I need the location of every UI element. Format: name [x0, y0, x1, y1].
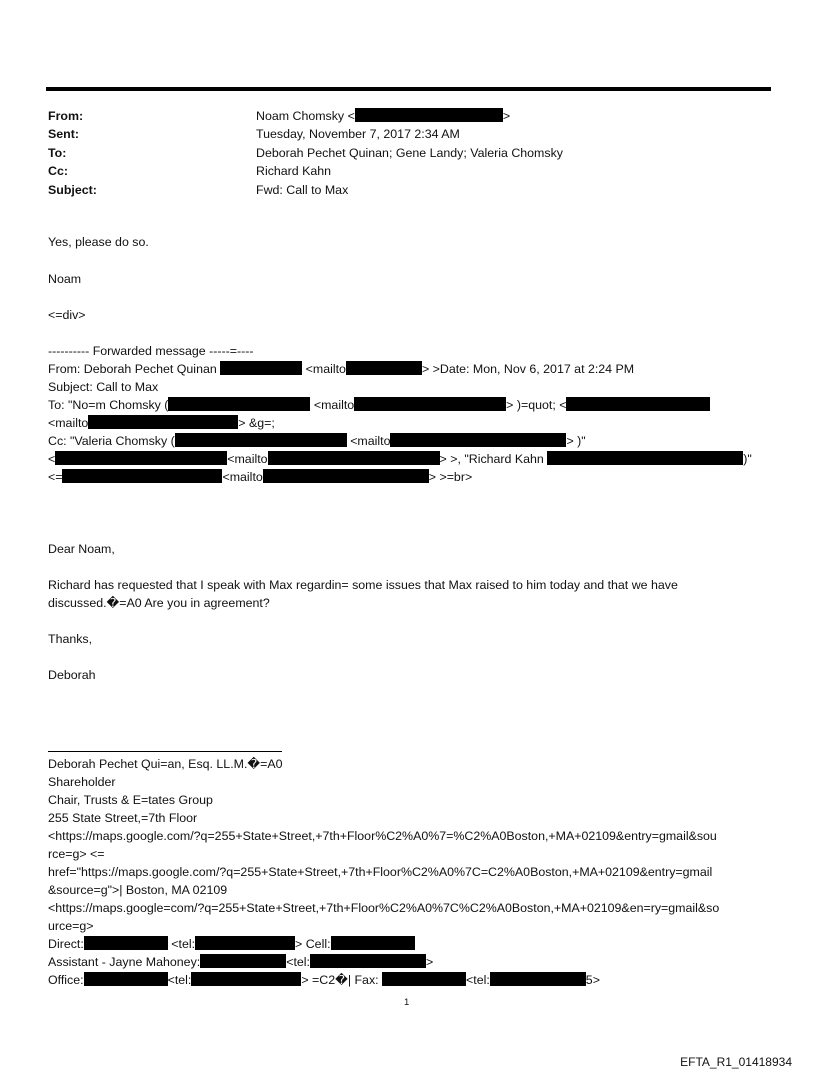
forward-to-text: To: "No=m Chomsky (	[48, 398, 169, 412]
signature-direct-line	[48, 935, 415, 953]
forward-to-tail: > )=quot; <	[506, 398, 567, 412]
forward-cc-line-2	[48, 450, 752, 468]
signature-group: Chair, Trusts & E=tates Group	[48, 793, 213, 807]
redaction-bar	[88, 415, 238, 429]
fax-tel-text: <tel:	[466, 973, 490, 987]
header-sent-row	[48, 125, 563, 143]
assistant-tel-text: <tel:	[286, 955, 310, 969]
mailto-text: <mailto	[227, 452, 268, 466]
forward-separator: ---------- Forwarded message -----=----	[48, 344, 254, 358]
redaction-bar	[168, 397, 310, 411]
subject-label: Subject:	[48, 182, 97, 197]
document-id: EFTA_R1_01418934	[680, 1055, 792, 1069]
cc-value: Richard Kahn	[256, 164, 332, 179]
header-to-row	[48, 144, 563, 162]
redaction-bar	[490, 972, 586, 986]
redaction-bar	[566, 397, 710, 411]
forward-cc-line	[48, 432, 586, 450]
fax-tel-close: 5>	[585, 973, 600, 987]
signature-map-url-1-tail: rce=g> <=	[48, 847, 105, 861]
office-fax-text: > =C2�| Fax:	[301, 973, 379, 987]
signature-city: &source=g">| Boston, MA 02109	[48, 883, 228, 897]
forward-cc-tail: > )"	[566, 434, 586, 448]
cc-label: Cc:	[48, 164, 68, 179]
redaction-bar	[200, 954, 286, 968]
header-cc-row	[48, 162, 563, 180]
body-thanks: Thanks,	[48, 632, 93, 646]
page-number: 1	[404, 997, 410, 1008]
redaction-bar	[331, 936, 415, 950]
signature-map-url-1: <https://maps.google.com/?q=255+State+Street,+7th+Floor%C2%A0%7=%C2%A0Boston,+MA+02109&entry=gmail&sou	[48, 829, 717, 843]
forward-to-line	[48, 396, 710, 414]
redaction-bar	[354, 397, 506, 411]
forward-cc-text: Cc: "Valeria Chomsky (	[48, 434, 175, 448]
header-from-row	[48, 107, 563, 125]
redaction-bar	[220, 361, 302, 375]
forward-cc-line-3	[48, 468, 472, 486]
redaction-bar	[195, 936, 295, 950]
signature-name: Deborah Pechet Qui=an, Esq. LL.M.�=A0	[48, 757, 283, 771]
mailto-text: <mailto	[350, 434, 391, 448]
signature-map-url-3-tail: urce=g>	[48, 919, 94, 933]
signature-map-url-2: href="https://maps.google.com/?q=255+State+Street,+7th+Floor%C2%A0%7C=C2%A0Boston,+MA+02109&entry=gmail	[48, 865, 713, 879]
reply-line: Yes, please do so.	[48, 235, 149, 249]
redaction-bar	[263, 469, 429, 483]
body-name: Deborah	[48, 668, 96, 682]
forward-date-text: > >Date: Mon, Nov 6, 2017 at 2:24 PM	[421, 362, 635, 376]
forward-cc-open: <	[48, 452, 56, 466]
cell-label: Cell:	[305, 937, 331, 951]
direct-tel-text: <tel:	[171, 937, 196, 951]
sent-label: Sent:	[48, 127, 79, 142]
subject-value: Fwd: Call to Max	[256, 182, 349, 197]
direct-label: Direct:	[48, 937, 84, 951]
mailto-text: <mailto	[48, 416, 89, 430]
signature-address: 255 State Street,=7th Floor	[48, 811, 198, 825]
forward-cc-richard: > >, "Richard Kahn	[439, 452, 544, 466]
redaction-bar	[62, 469, 222, 483]
redaction-bar	[55, 451, 227, 465]
reply-signoff: Noam	[48, 272, 82, 286]
redaction-bar	[346, 361, 422, 375]
forward-subject-line: Subject: Call to Max	[48, 380, 159, 394]
forward-from-text: From: Deborah Pechet Quinan	[48, 362, 217, 376]
redaction-bar	[390, 433, 566, 447]
to-label: To:	[48, 145, 67, 160]
redaction-bar	[382, 972, 466, 986]
redaction-bar	[191, 972, 301, 986]
forward-cc-open-2: <=	[48, 470, 63, 484]
signature-title: Shareholder	[48, 775, 116, 789]
body-paragraph-line-1: Richard has requested that I speak with Max regardin= some issues that Max raised to him today and that we have	[48, 578, 678, 592]
body-greeting: Dear Noam,	[48, 542, 115, 556]
email-header	[48, 107, 563, 199]
forward-from-line	[48, 360, 634, 378]
header-top-rule	[46, 87, 771, 91]
from-value	[256, 107, 510, 125]
signature-rule	[48, 751, 282, 752]
mailto-text: <mailto	[313, 398, 355, 412]
header-subject-row	[48, 181, 563, 199]
direct-tel-close: >	[295, 937, 303, 951]
assistant-label: Assistant - Jayne Mahoney:	[48, 955, 201, 969]
redaction-bar	[84, 936, 168, 950]
office-tel-text: <tel:	[167, 973, 192, 987]
forward-to-line-2	[48, 414, 275, 432]
redaction-bar	[547, 451, 743, 465]
to-value: Deborah Pechet Quinan; Gene Landy; Valeria Chomsky	[256, 145, 563, 160]
redaction-bar	[84, 972, 168, 986]
redaction-bar	[175, 433, 347, 447]
signature-map-url-3: <https://maps.google=com/?q=255+State+Street,+7th+Floor%C2%A0%7C%C2%A0Boston,+MA+02109&en=ry=gmail&so	[48, 901, 720, 915]
from-close: >	[502, 109, 511, 123]
forward-cc-close: )"	[743, 452, 752, 466]
redaction-bar	[268, 451, 440, 465]
office-label: Office:	[48, 973, 84, 987]
redaction-bar	[355, 108, 503, 122]
forward-cc-br: > >=br>	[428, 470, 473, 484]
forward-to-tail-2: > &g=;	[238, 416, 275, 430]
mailto-text: <mailto	[305, 362, 346, 376]
signature-office-line	[48, 971, 600, 989]
mailto-text: <mailto	[222, 470, 263, 484]
assistant-tel-close: >	[425, 955, 434, 969]
from-label: From:	[48, 109, 84, 123]
redaction-bar	[310, 954, 426, 968]
from-name: Noam Chomsky <	[256, 109, 355, 123]
reply-div-artifact: <=div>	[48, 308, 86, 322]
sent-value: Tuesday, November 7, 2017 2:34 AM	[256, 127, 460, 142]
body-paragraph-line-2: discussed.�=A0 Are you in agreement?	[48, 596, 270, 610]
signature-assistant-line	[48, 953, 433, 971]
